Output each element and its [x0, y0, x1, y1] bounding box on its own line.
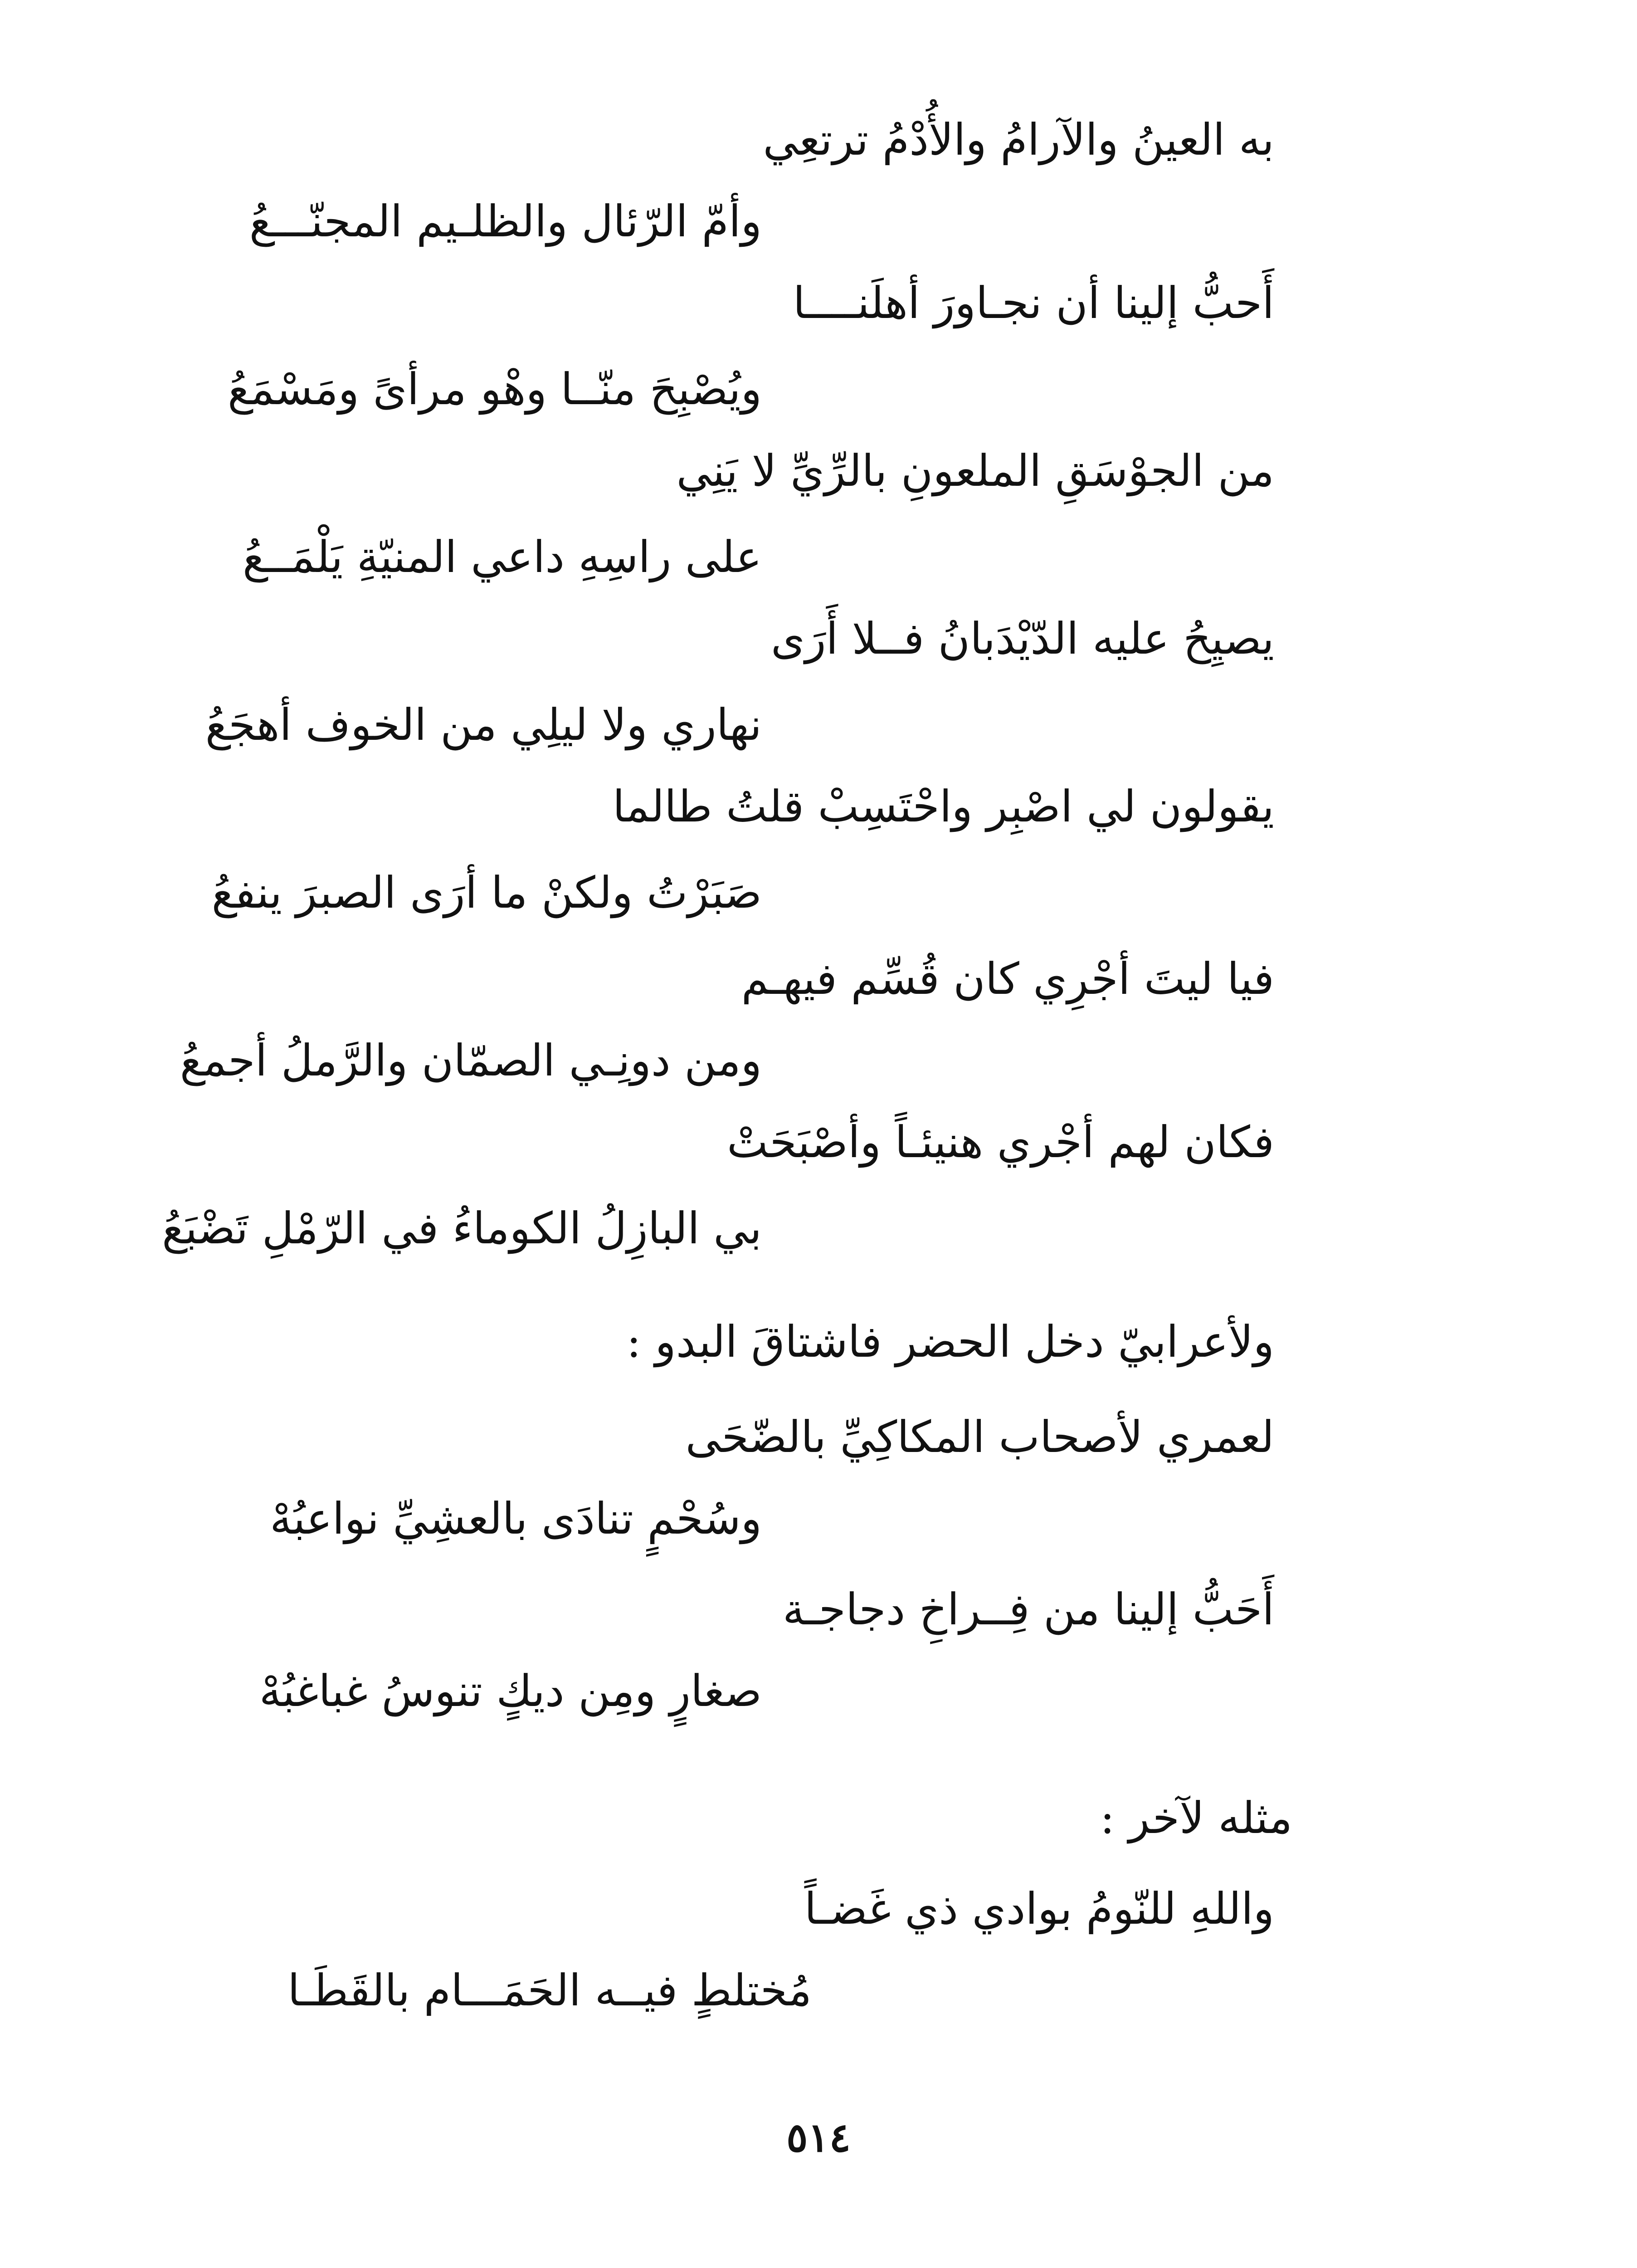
verse-line: لعمري لأصحاب المكاكِيِّ بالضّحَى [685, 1412, 1274, 1462]
verse-line: فكان لهم أجْري هنيئـاً وأصْبَحَتْ [727, 1117, 1274, 1168]
verse-line: أَحَبُّ إلينا من فِــراخِ دجاجـة [783, 1584, 1274, 1635]
verse-line: يقولون لي اصْبِر واحْتَسِبْ قلتُ طالما [612, 781, 1274, 832]
verse-line: فيا ليتَ أجْرِي كان قُسِّم فيهـم [741, 953, 1274, 1004]
verse-line: واللهِ للنّومُ بوادي ذي غَضـاً [804, 1883, 1274, 1934]
verse-line: مُختلطٍ فيــه الحَمَـــام بالقَطَـا [287, 1965, 812, 2016]
verse-line: ويُصْبِحَ منّــا وهْو مرأىً ومَسْمَعُ [227, 364, 762, 415]
verse-line: صَبَرْتُ ولكنْ ما أرَى الصبرَ ينفعُ [211, 867, 762, 918]
page-number: ٥١٤ [786, 2114, 851, 2161]
verse-line: من الجوْسَقِ الملعونِ بالرِّيِّ لا يَنِي [676, 445, 1274, 496]
verse-line: يصيِحُ عليه الدّيْدَبانُ فــلا أَرَى [771, 613, 1274, 664]
poem-intro: ولأعرابيّ دخل الحضر فاشتاقَ البدو : [626, 1316, 1274, 1367]
verse-line: أَحبُّ إلينا أن نجـاورَ أهلَنــــا [793, 278, 1274, 328]
verse-line: ومن دونِـي الصمّان والرَّملُ أجمعُ [180, 1035, 762, 1086]
verse-line: نهاري ولا ليلِي من الخوف أهجَعُ [205, 699, 762, 750]
verse-line: وأمّ الرّئال والظلـيم المجنّـــعُ [249, 196, 762, 247]
verse-line: على راسِهِ داعي المنيّةِ يَلْمَــعُ [243, 532, 762, 582]
verse-line: به العينُ والآرامُ والأُدْمُ ترتعِي [763, 114, 1274, 165]
verse-line: صغارٍ ومِن ديكٍ تنوسُ غباغبُهْ [259, 1666, 762, 1716]
poem-intro: مثله لآخر : [1100, 1793, 1292, 1843]
verse-line: بي البازِلُ الكوماءُ في الرّمْلِ تَضْبَعُ [162, 1203, 762, 1254]
verse-line: وسُحْمٍ تنادَى بالعشِيِّ نواعبُهْ [270, 1493, 762, 1544]
